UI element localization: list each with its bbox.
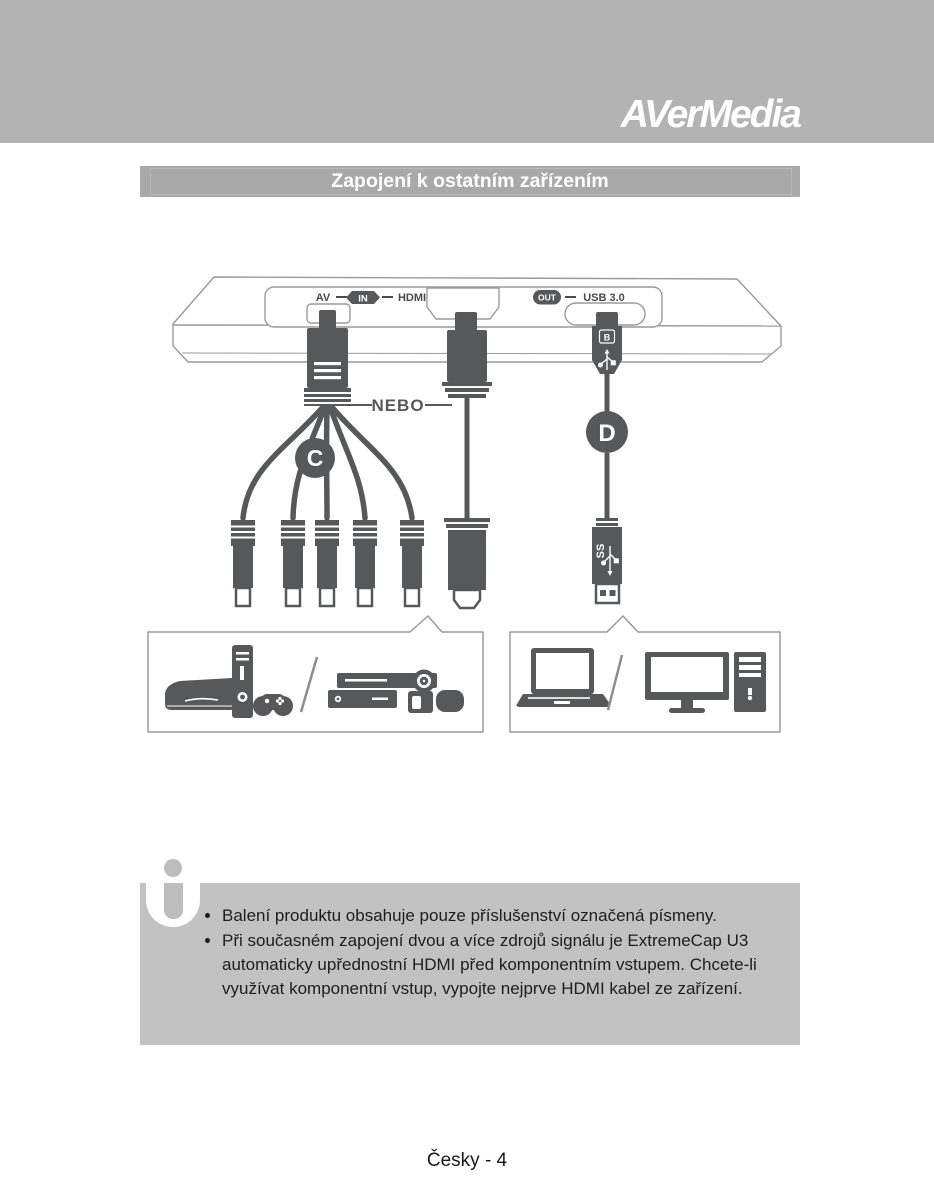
- in-badge-label: IN: [358, 293, 368, 305]
- rca-connector: [353, 520, 377, 606]
- top-banner: [0, 0, 934, 143]
- plug-stripe: [314, 362, 341, 365]
- info-icon-well: [146, 883, 200, 927]
- set-top-box-icon: [328, 690, 397, 708]
- avermedia-logo: AVerMedia: [620, 93, 800, 136]
- page-footer: [0, 1150, 934, 1172]
- computer-devices-box: [510, 616, 780, 732]
- plug-stripe: [314, 376, 341, 379]
- note-item: • Při současném zapojení dvou a více zdrojů signálu je ExtremeCap U3 automaticky upřednostní HDMI před komponentním vstupem. Chcete-li využívat komponentní vstup, vypojte nejprve HDMI kabel ze zařízení.: [222, 929, 782, 1001]
- rca-connectors: [231, 520, 424, 606]
- usb-port-label: USB 3.0: [583, 292, 625, 304]
- rca-connector: [281, 520, 305, 606]
- hdmi-plug-neck: [455, 312, 477, 332]
- note-list: [140, 883, 800, 1001]
- info-icon-dot: [164, 859, 182, 877]
- usb-cable: [586, 312, 628, 603]
- usb-microb-neck: [596, 312, 618, 328]
- or-label-group: [345, 396, 452, 415]
- connection-diagram: [140, 260, 800, 760]
- hdmi-port-label: HDMI: [397, 292, 427, 304]
- hdmi-plug: [447, 330, 487, 382]
- rca-connector: [315, 520, 339, 606]
- info-icon: [146, 859, 200, 927]
- or-label: NEBO: [371, 396, 425, 415]
- hdmi-connector: [444, 518, 490, 608]
- rca-connector: [231, 520, 255, 606]
- av-plug-neck: [319, 310, 336, 330]
- xbox-console-icon: [232, 645, 253, 718]
- plug-stripe: [314, 369, 341, 372]
- rca-connector: [400, 520, 424, 606]
- hdmi-cable: [442, 312, 492, 608]
- usb-plug-type-label: B: [603, 332, 611, 343]
- section-title: Zapojení k ostatním zařízením: [331, 170, 609, 192]
- info-note-box: [140, 883, 800, 1045]
- component-badge-label: C: [306, 445, 324, 471]
- usb-ss-label: SS: [595, 543, 607, 559]
- usb-a-connector: [592, 518, 622, 603]
- playstation-icon: [165, 678, 238, 710]
- av-port-label: AV: [315, 292, 331, 304]
- desktop-tower-icon: [734, 652, 766, 712]
- note-item: • Balení produktu obsahuje pouze příslušenství označená písmeny.: [222, 904, 782, 928]
- page-number: Česky - 4: [426, 1150, 508, 1171]
- info-icon-stem: [164, 883, 183, 919]
- breakout-ribs: [304, 388, 351, 406]
- section-title-bar: [140, 166, 800, 197]
- hdmi-plug-ribs: [442, 382, 492, 398]
- usb-badge-label: D: [598, 420, 616, 447]
- source-devices-box: [148, 616, 483, 732]
- out-badge-label: OUT: [538, 292, 556, 303]
